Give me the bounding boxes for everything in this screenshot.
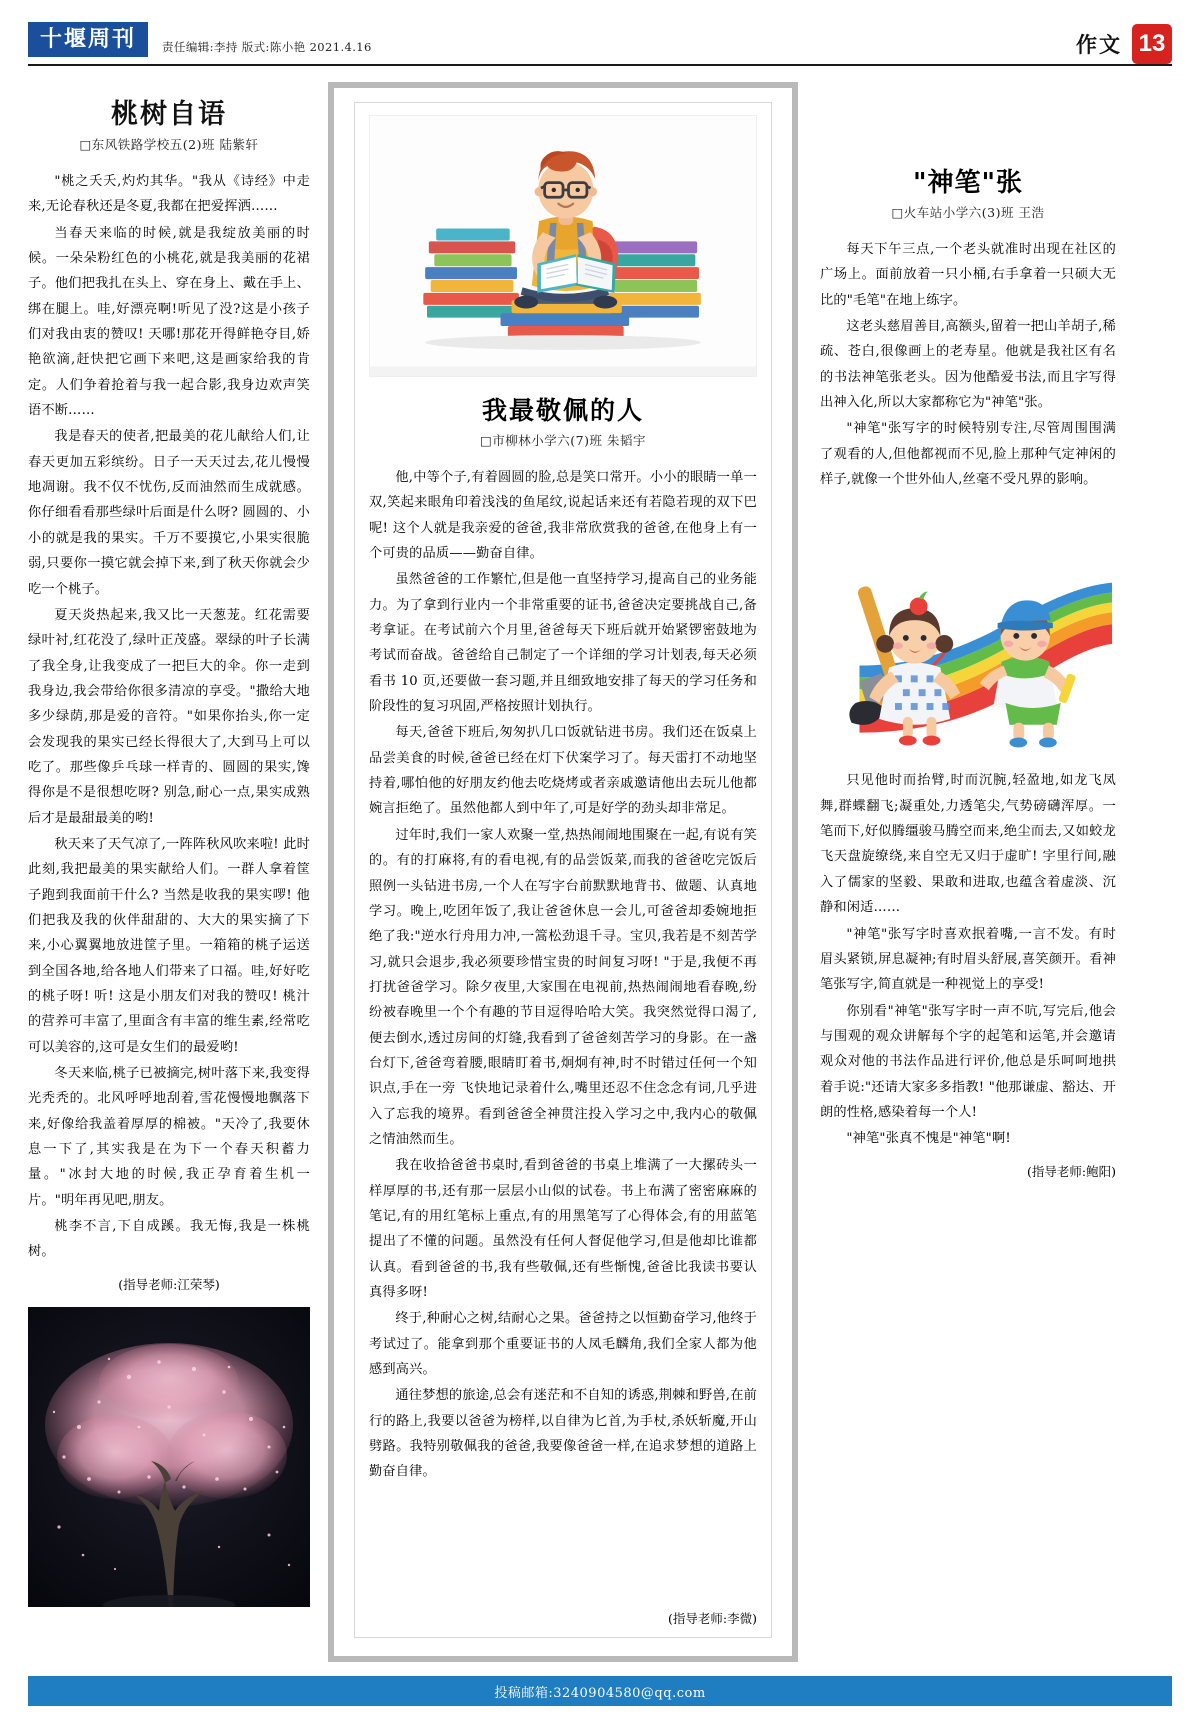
masthead-right	[1076, 24, 1172, 64]
paragraph: 每天下午三点,一个老头就准时出现在社区的广场上。面前放着一只小桶,右手拿着一只硕大无比的"毛笔"在地上练字。	[820, 242, 1116, 308]
middle-article-byline: □市柳林小学六(7)班 朱韬宇	[480, 433, 646, 448]
boy-reading-on-books-illustration	[369, 115, 757, 377]
paragraph: 通往梦想的旅途,总会有迷茫和不自知的诱惑,荆棘和野兽,在前行的路上,我要以爸爸为榜样,以自律为匕首,为手杖,杀妖斩魔,开山劈路。我特别敬佩我的爸爸,我要像爸爸一样,在追求梦想的道路上勤奋自律。	[369, 1388, 757, 1480]
right-article-signoff: (指导老师:鲍阳)	[1027, 1163, 1116, 1179]
left-article-title: 桃树自语	[111, 99, 227, 130]
middle-article-title: 我最敬佩的人	[481, 396, 644, 425]
paragraph: "神笔"张写字的时候特别专注,尽管周围围满了观看的人,但他都视而不见,脸上那种气定神闲的样子,就像一个世外仙人,丝毫不受凡界的影响。	[820, 421, 1116, 488]
masthead-credits: 责任编辑:李持 版式:陈小艳 2021.4.16	[162, 39, 372, 54]
left-article-byline: □东风铁路学校五(2)班 陆紫轩	[79, 137, 259, 152]
paragraph: "桃之夭夭,灼灼其华。"我从《诗经》中走来,无论春秋还是冬夏,我都在把爱挥洒……	[28, 174, 310, 215]
two-kids-with-giant-paintbrush-illustration	[820, 506, 1116, 756]
middle-article-signoff: (指导老师:李微)	[668, 1611, 757, 1626]
masthead	[28, 22, 1172, 66]
paragraph: 过年时,我们一家人欢聚一堂,热热闹闹地围聚在一起,有说有笑的。有的打麻将,有的看电视,有的品尝饭菜,而我的爸爸吃完饭后照例一头钻进书房,一个人在写字台前默默地背书、做题、认真地学习。晚上,吃团年饭了,我让爸爸休息一会儿,可爸爸却委婉地拒绝了我:"逆水行舟用力冲,一篙松劲退千寻。宝贝,我若是不刻苦学习,就只会退步,我必须要珍惜宝贵的时间复习呀! "于是,我便不再打扰爸爸学习。除夕夜里,大家围在电视前,热热闹闹地看春晚,纷纷被春晚里一个个有趣的节目逗得哈哈大笑。我突然觉得口渴了,便去倒水,透过房间的灯缝,我看到了爸爸刻苦学习的身影。在一盏台灯下,爸爸弯着腰,眼睛盯着书,炯炯有神,时不时错过任何一个知识点,手在一旁 飞快地记录着什么,嘴里还忍不住念念有词,几乎进入了忘我的境界。看到爸爸全神贯注投入学习之中,我内心的敬佩之情油然而生。	[369, 827, 757, 1147]
paragraph: 他,中等个子,有着圆圆的脸,总是笑口常开。小小的眼睛一单一双,笑起来眼角印着浅浅的鱼尾纹,说起话来还有若隐若现的双下巴呢! 这个人就是我亲爱的爸爸,我非常欣赏我的爸爸,在他身上有一个可贵的品质——勤奋自律。	[369, 470, 757, 562]
paragraph: 当春天来临的时候,就是我绽放美丽的时候。一朵朵粉红色的小桃花,就是我美丽的花裙子。他们把我扎在头上、穿在身上、戴在手上、绑在腿上。哇,好漂亮啊!听见了没?这是小孩子们对我由衷的赞叹! 天哪!那花开得鲜艳夺目,娇艳欲滴,赶快把它画下来吧,这是画家给我的肯定。人们争着抢着与我一起合影,我身边欢声笑语不断……	[28, 225, 310, 419]
paragraph: 你别看"神笔"张写字时一声不吭,写完后,他会与围观的观众讲解每个字的起笔和运笔,并会邀请观众对他的书法作品进行评价,他总是乐呵呵地拱着手说:"还请大家多多指教! "他那谦虚、豁达、开朗的性格,感染着每一个人!	[820, 1003, 1116, 1120]
columns-container	[28, 82, 1172, 1662]
submission-email-bar: 投稿邮箱:3240904580@qq.com	[28, 1676, 1172, 1706]
left-column	[28, 82, 328, 1662]
left-article-signoff: (指导老师:江荣琴)	[118, 1276, 220, 1292]
paragraph: 夏天炎热起来,我又比一天葱茏。红花需要绿叶衬,红花没了,绿叶正茂盛。翠绿的叶子长满了我全身,让我变成了一把巨大的伞。你一走到我身边,我会带给你很多清凉的享受。"撒给大地多少绿荫,那是爱的音符。"如果你抬头,你一定会发现我的果实已经长得很大了,大到马上可以吃了。那些像乒乓球一样青的、圆圆的果实,馋得你是不是很想吃呀? 别急,耐心一点,果实成熟后才是最甜最美的哟!	[28, 607, 310, 826]
cherry-blossom-tree-photo	[28, 1307, 310, 1607]
framed-article-inner	[354, 102, 772, 1638]
paragraph: 我是春天的使者,把最美的花儿献给人们,让春天更加五彩缤纷。日子一天天过去,花儿慢慢地凋谢。我不仅不忧伤,反而油然而生成就感。你仔细看看那些绿叶后面是什么呀? 圆圆的、小小的就是我的果实。千万不要摸它,小果实很脆弱,只要你一摸它就会掉下来,到了秋天你就会少吃一个桃子。	[28, 429, 310, 597]
masthead-logo-wrap	[28, 22, 372, 57]
paragraph: 秋天来了天气凉了,一阵阵秋风吹来啦! 此时此刻,我把最美的果实献给人们。一群人拿着筐子跑到我面前干什么? 当然是收我的果实啰! 他们把我及我的伙伴甜甜的、大大的果实摘了下来,小心翼翼地放进筐子里。一箱箱的桃子运送到全国各地,给各地人们带来了口福。哇,好好吃的桃子呀! 听! 这是小朋友们对我的赞叹! 桃汁的营养可丰富了,里面含有丰富的维生素,经常吃可以美容的,这可是女生们的最爱哟!	[28, 836, 310, 1055]
page-number-badge: 13	[1132, 24, 1172, 64]
paragraph: "神笔"张写字时喜欢抿着嘴,一言不发。有时眉头紧锁,屏息凝神;有时眉头舒展,喜笑颜开。看神笔张写字,简直就是一种视觉上的享受!	[820, 926, 1116, 993]
right-column	[798, 82, 1116, 1662]
right-article-title: "神笔"张	[912, 168, 1024, 198]
paragraph: 这老头慈眉善目,高额头,留着一把山羊胡子,稀疏、苍白,很像画上的老寿星。他就是我社区有名的书法神笔张老头。因为他酷爱书法,而且字写得出神入化,所以大家都称它为"神笔"张。	[820, 319, 1116, 411]
paragraph: 我在收拾爸爸书桌时,看到爸爸的书桌上堆满了一大摞砖头一样厚厚的书,还有那一层层小山似的试卷。书上布满了密密麻麻的笔记,有的用红笔标上重点,有的用黑笔写了心得体会,有的用蓝笔提出了不懂的问题。虽然没有任何人督促他学习,但是他却比谁都认真。看到爸爸的书,我有些敬佩,还有些惭愧,爸爸比我读书要认真得多呀!	[369, 1158, 757, 1300]
paragraph: 只见他时而抬臂,时而沉腕,轻盈地,如龙飞凤舞,群蝶翻飞;凝重处,力透笔尖,气势磅礴浑厚。一笔而下,好似腾缰骏马腾空而来,绝尘而去,又如蛟龙飞天盘旋缭绕,来自空无又归于虚旷! 字里行间,融入了儒家的坚毅、果敢和进取,也蕴含着虚淡、沉静和闲适……	[820, 773, 1116, 916]
paragraph: 虽然爸爸的工作繁忙,但是他一直坚持学习,提高自己的业务能力。为了拿到行业内一个非常重要的证书,爸爸决定要挑战自己,备考拿证。在考试前六个月里,爸爸每天下班后就开始紧锣密鼓地为考试而奋战。爸爸给自己制定了一个详细的学习计划表,每天必须看书 10 页,还要做一套习题,并且细致地安排了每天的学习任务和阶段性的复习巩固,严格按照计划执行。	[369, 572, 757, 715]
paragraph: 冬天来临,桃子已被摘完,树叶落下来,我变得光秃秃的。北风呼呼地刮着,雪花慢慢地飘落下来,好像给我盖着厚厚的棉被。"天冷了,我要休息一下了,其实我是在为下一个春天积蓄力量。"冰封大地的时候,我正孕育着生机一片。"明年再见吧,朋友。	[28, 1066, 310, 1208]
right-article-byline: □火车站小学六(3)班 王浩	[891, 205, 1045, 220]
framed-article	[328, 82, 798, 1662]
paragraph: 终于,种耐心之树,结耐心之果。爸爸持之以恒勤奋学习,他终于考试过了。能拿到那个重要证书的人凤毛麟角,我们全家人都为他感到高兴。	[369, 1311, 757, 1378]
paragraph: 桃李不言,下自成蹊。我无悔,我是一株桃树。	[28, 1219, 310, 1260]
paragraph: "神笔"张真不愧是"神笔"啊!	[846, 1131, 1011, 1147]
section-name: 作文	[1076, 32, 1122, 57]
middle-column	[328, 82, 798, 1662]
publication-logo: 十堰周刊	[28, 22, 148, 57]
paragraph: 每天,爸爸下班后,匆匆扒几口饭就钻进书房。我们还在饭桌上品尝美食的时候,爸爸已经在灯下伏案学习了。每天雷打不动地坚持着,哪怕他的好朋友约他去吃烧烤或者亲戚邀请他出去玩儿他都婉言拒绝了。虽然他都人到中年了,可是好学的劲头却非常足。	[369, 725, 757, 817]
